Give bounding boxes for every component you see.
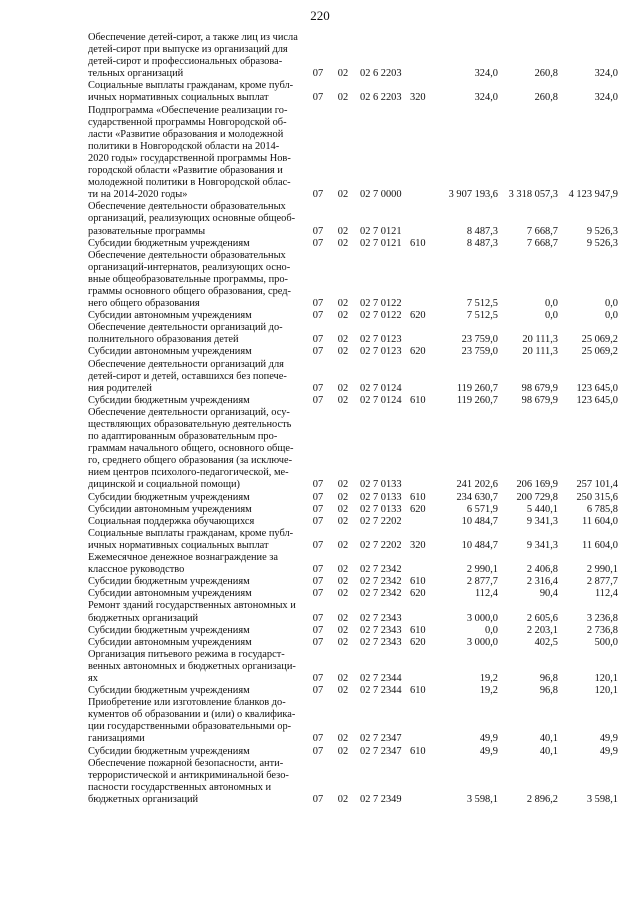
- row-amount-year-3: 123 645,0: [576, 394, 618, 406]
- row-amount-year-2: 0,0: [545, 310, 558, 322]
- row-target-article: 02 7 0133: [360, 503, 402, 515]
- row-section: 07: [312, 636, 324, 648]
- row-amount-year-3: 4 123 947,9: [568, 189, 618, 201]
- row-target-article: 02 7 2344: [360, 685, 402, 697]
- row-amount-year-1: 8 487,3: [466, 237, 498, 249]
- row-name: Социальные выплаты гражданам, кроме публ- ичных нормативных социальных выплат: [88, 527, 294, 551]
- row-amount-year-1: 10 484,7: [461, 539, 498, 551]
- table-row: [88, 625, 618, 637]
- row-expense-type: 610: [410, 745, 426, 757]
- row-section: 07: [312, 479, 324, 491]
- row-expense-type: 320: [410, 92, 426, 104]
- row-amount-year-3: 3 598,1: [586, 793, 618, 805]
- row-expense-type: 610: [410, 237, 426, 249]
- row-subsection: 02: [337, 189, 349, 201]
- row-name: Субсидии бюджетным учреждениям: [88, 685, 250, 697]
- row-amount-year-2: 20 111,3: [522, 334, 558, 346]
- row-amount-year-3: 6 785,8: [586, 503, 618, 515]
- table-row: [88, 758, 618, 806]
- row-subsection: 02: [337, 539, 349, 551]
- row-expense-type: 610: [410, 624, 426, 636]
- table-row: [88, 685, 618, 697]
- row-name: Обеспечение детей-сирот, а также лиц из числа детей-сирот при выпуске из организаций для детей-сирот и профессиональных образова- тельных организаций: [88, 32, 298, 80]
- table-row: [88, 492, 618, 504]
- row-subsection: 02: [337, 346, 349, 358]
- row-subsection: 02: [337, 793, 349, 805]
- row-name: Субсидии бюджетным учреждениям: [88, 745, 250, 757]
- row-target-article: 02 6 2203: [360, 68, 402, 80]
- row-expense-type: 610: [410, 685, 426, 697]
- row-subsection: 02: [337, 564, 349, 576]
- row-section: 07: [312, 612, 324, 624]
- row-section: 07: [312, 382, 324, 394]
- row-amount-year-1: 3 907 193,6: [448, 189, 498, 201]
- row-amount-year-3: 0,0: [605, 310, 618, 322]
- row-amount-year-3: 3 236,8: [586, 612, 618, 624]
- table-row: [88, 588, 618, 600]
- row-subsection: 02: [337, 92, 349, 104]
- row-name: Обеспечение деятельности организаций для детей-сирот и детей, оставшихся без попече- ния родителей: [88, 358, 287, 394]
- row-target-article: 02 7 2343: [360, 624, 402, 636]
- row-amount-year-3: 9 526,3: [586, 237, 618, 249]
- row-amount-year-3: 324,0: [594, 68, 618, 80]
- table-row: [88, 32, 618, 80]
- row-amount-year-3: 0,0: [605, 298, 618, 310]
- row-subsection: 02: [337, 68, 349, 80]
- row-expense-type: 620: [410, 346, 426, 358]
- row-target-article: 02 7 0133: [360, 479, 402, 491]
- row-target-article: 02 7 2202: [360, 515, 402, 527]
- row-subsection: 02: [337, 479, 349, 491]
- row-amount-year-3: 2 877,7: [586, 576, 618, 588]
- row-name: Субсидии бюджетным учреждениям: [88, 624, 250, 636]
- row-amount-year-2: 40,1: [539, 733, 558, 745]
- row-subsection: 02: [337, 225, 349, 237]
- row-amount-year-3: 500,0: [594, 636, 618, 648]
- row-name: Обеспечение деятельности образовательных организаций-интернатов, реализующих осно- вные общеобразовательные программы, про- граммы основного общего образования, сред- него общего образования: [88, 249, 292, 310]
- row-amount-year-1: 49,9: [479, 745, 498, 757]
- row-amount-year-3: 120,1: [594, 672, 618, 684]
- row-amount-year-3: 9 526,3: [586, 225, 618, 237]
- row-section: 07: [312, 298, 324, 310]
- row-amount-year-2: 40,1: [539, 745, 558, 757]
- row-name: Субсидии автономным учреждениям: [88, 346, 252, 358]
- row-amount-year-3: 112,4: [595, 588, 618, 600]
- row-amount-year-2: 0,0: [545, 298, 558, 310]
- row-amount-year-2: 2 406,8: [526, 564, 558, 576]
- row-subsection: 02: [337, 588, 349, 600]
- table-row: [88, 528, 618, 552]
- row-name: Ремонт зданий государственных автономных и бюджетных организаций: [88, 600, 296, 624]
- row-expense-type: 320: [410, 539, 426, 551]
- row-amount-year-3: 324,0: [594, 92, 618, 104]
- row-amount-year-1: 2 877,7: [466, 576, 498, 588]
- page-number: 220: [310, 8, 330, 23]
- row-subsection: 02: [337, 334, 349, 346]
- row-amount-year-1: 19,2: [479, 685, 498, 697]
- row-name: Ежемесячное денежное вознаграждение за классное руководство: [88, 552, 278, 576]
- row-amount-year-2: 9 341,3: [526, 539, 558, 551]
- row-section: 07: [312, 793, 324, 805]
- row-expense-type: 620: [410, 503, 426, 515]
- row-name: Субсидии автономным учреждениям: [88, 503, 252, 515]
- row-section: 07: [312, 92, 324, 104]
- row-amount-year-2: 206 169,9: [516, 479, 558, 491]
- row-name: Приобретение или изготовление бланков до- кументов об образовании и (или) о квалифика- ции государственными образовательными ор- ганизациями: [88, 697, 296, 745]
- row-amount-year-3: 2 990,1: [586, 564, 618, 576]
- row-amount-year-3: 49,9: [599, 745, 618, 757]
- row-target-article: 02 7 0122: [360, 310, 402, 322]
- row-subsection: 02: [337, 503, 349, 515]
- row-amount-year-1: 3 598,1: [466, 793, 498, 805]
- row-section: 07: [312, 685, 324, 697]
- row-name: Субсидии бюджетным учреждениям: [88, 394, 250, 406]
- row-amount-year-2: 98 679,9: [521, 382, 558, 394]
- row-section: 07: [312, 394, 324, 406]
- table-row: [88, 395, 618, 407]
- row-amount-year-1: 8 487,3: [466, 225, 498, 237]
- row-section: 07: [312, 503, 324, 515]
- row-amount-year-1: 49,9: [479, 733, 498, 745]
- row-amount-year-1: 10 484,7: [461, 515, 498, 527]
- table-row: [88, 504, 618, 516]
- row-amount-year-1: 6 571,9: [466, 503, 498, 515]
- row-amount-year-2: 96,8: [539, 672, 558, 684]
- row-target-article: 02 7 2202: [360, 539, 402, 551]
- row-subsection: 02: [337, 624, 349, 636]
- row-name: Субсидии бюджетным учреждениям: [88, 576, 250, 588]
- row-section: 07: [312, 588, 324, 600]
- row-subsection: 02: [337, 576, 349, 588]
- row-target-article: 02 7 2344: [360, 672, 402, 684]
- row-target-article: 02 7 2349: [360, 793, 402, 805]
- row-amount-year-3: 25 069,2: [581, 334, 618, 346]
- row-target-article: 02 7 2342: [360, 588, 402, 600]
- row-target-article: 02 7 2347: [360, 733, 402, 745]
- row-subsection: 02: [337, 636, 349, 648]
- table-row: [88, 359, 618, 395]
- row-amount-year-1: 241 202,6: [456, 479, 498, 491]
- row-target-article: 02 6 2203: [360, 92, 402, 104]
- row-target-article: 02 7 0124: [360, 382, 402, 394]
- row-amount-year-1: 119 260,7: [456, 394, 498, 406]
- row-section: 07: [312, 515, 324, 527]
- row-amount-year-1: 19,2: [479, 672, 498, 684]
- row-amount-year-2: 2 203,1: [526, 624, 558, 636]
- row-amount-year-1: 23 759,0: [461, 346, 498, 358]
- row-amount-year-3: 257 101,4: [576, 479, 618, 491]
- row-name: Субсидии автономным учреждениям: [88, 310, 252, 322]
- row-amount-year-2: 5 440,1: [526, 503, 558, 515]
- table-row: [88, 637, 618, 649]
- row-target-article: 02 7 0133: [360, 491, 402, 503]
- row-expense-type: 610: [410, 576, 426, 588]
- row-amount-year-2: 2 316,4: [526, 576, 558, 588]
- row-section: 07: [312, 624, 324, 636]
- row-name: Обеспечение деятельности организаций, осу- ществляющих образовательную деятельность по адаптированным образовательным про- граммам начального общего, основного обще- го, среднего общего образования (за исключе- нием центров психолого-педагогической, ме- дицинской и социальной помощи): [88, 406, 294, 491]
- row-amount-year-3: 123 645,0: [576, 382, 618, 394]
- table-row: [88, 516, 618, 528]
- table-row: [88, 346, 618, 358]
- row-target-article: 02 7 0122: [360, 298, 402, 310]
- row-amount-year-1: 119 260,7: [456, 382, 498, 394]
- row-amount-year-3: 120,1: [594, 685, 618, 697]
- table-row: [88, 238, 618, 250]
- row-target-article: 02 7 0121: [360, 237, 402, 249]
- budget-table: [88, 32, 618, 806]
- row-section: 07: [312, 310, 324, 322]
- row-amount-year-1: 324,0: [474, 92, 498, 104]
- row-name: Социальная поддержка обучающихся: [88, 515, 255, 527]
- row-amount-year-1: 234 630,7: [456, 491, 498, 503]
- row-subsection: 02: [337, 491, 349, 503]
- row-amount-year-2: 96,8: [539, 685, 558, 697]
- row-subsection: 02: [337, 394, 349, 406]
- row-section: 07: [312, 334, 324, 346]
- row-name: Субсидии бюджетным учреждениям: [88, 237, 250, 249]
- row-target-article: 02 7 0124: [360, 394, 402, 406]
- row-name: Субсидии бюджетным учреждениям: [88, 491, 250, 503]
- table-row: [88, 201, 618, 237]
- row-amount-year-3: 11 604,0: [582, 539, 618, 551]
- row-amount-year-1: 2 990,1: [466, 564, 498, 576]
- row-section: 07: [312, 68, 324, 80]
- row-amount-year-2: 2 896,2: [526, 793, 558, 805]
- table-row: [88, 746, 618, 758]
- row-expense-type: 610: [410, 394, 426, 406]
- row-amount-year-2: 260,8: [534, 92, 558, 104]
- row-name: Обеспечение деятельности организаций до- полнительного образования детей: [88, 322, 283, 346]
- row-section: 07: [312, 733, 324, 745]
- row-amount-year-2: 3 318 057,3: [508, 189, 558, 201]
- row-amount-year-2: 98 679,9: [521, 394, 558, 406]
- table-row: [88, 649, 618, 685]
- row-amount-year-2: 20 111,3: [522, 346, 558, 358]
- row-section: 07: [312, 539, 324, 551]
- row-expense-type: 620: [410, 588, 426, 600]
- row-target-article: 02 7 2347: [360, 745, 402, 757]
- row-amount-year-1: 7 512,5: [466, 298, 498, 310]
- row-amount-year-2: 200 729,8: [516, 491, 558, 503]
- row-amount-year-2: 7 668,7: [526, 237, 558, 249]
- row-amount-year-1: 3 000,0: [466, 636, 498, 648]
- row-amount-year-2: 90,4: [539, 588, 558, 600]
- table-row: [88, 310, 618, 322]
- row-subsection: 02: [337, 382, 349, 394]
- row-expense-type: 610: [410, 491, 426, 503]
- row-subsection: 02: [337, 298, 349, 310]
- row-name: Обеспечение пожарной безопасности, анти- террористической и антикриминальной безо- пасности государственных автономных и бюджетных организаций: [88, 757, 289, 805]
- row-amount-year-2: 2 605,6: [526, 612, 558, 624]
- row-amount-year-1: 324,0: [474, 68, 498, 80]
- row-amount-year-1: 0,0: [485, 624, 498, 636]
- table-row: [88, 407, 618, 492]
- row-section: 07: [312, 346, 324, 358]
- row-target-article: 02 7 2342: [360, 564, 402, 576]
- row-amount-year-2: 9 341,3: [526, 515, 558, 527]
- row-section: 07: [312, 564, 324, 576]
- row-name: Организация питьевого режима в государст- венных автономных и бюджетных организаци- ях: [88, 648, 296, 684]
- row-amount-year-3: 49,9: [599, 733, 618, 745]
- row-section: 07: [312, 745, 324, 757]
- table-row: [88, 600, 618, 624]
- row-subsection: 02: [337, 515, 349, 527]
- row-name: Социальные выплаты гражданам, кроме публ- ичных нормативных социальных выплат: [88, 80, 294, 104]
- row-section: 07: [312, 225, 324, 237]
- row-subsection: 02: [337, 612, 349, 624]
- row-subsection: 02: [337, 685, 349, 697]
- row-target-article: 02 7 2343: [360, 612, 402, 624]
- row-section: 07: [312, 237, 324, 249]
- row-expense-type: 620: [410, 636, 426, 648]
- row-amount-year-2: 7 668,7: [526, 225, 558, 237]
- row-amount-year-1: 23 759,0: [461, 334, 498, 346]
- row-expense-type: 620: [410, 310, 426, 322]
- row-target-article: 02 7 0123: [360, 346, 402, 358]
- row-amount-year-3: 11 604,0: [582, 515, 618, 527]
- row-subsection: 02: [337, 310, 349, 322]
- table-row: [88, 697, 618, 745]
- table-row: [88, 552, 618, 576]
- row-name: Обеспечение деятельности образовательных организаций, реализующих основные общеоб- разовательные программы: [88, 201, 296, 237]
- row-target-article: 02 7 2342: [360, 576, 402, 588]
- table-row: [88, 576, 618, 588]
- row-name: Субсидии автономным учреждениям: [88, 636, 252, 648]
- table-row: [88, 105, 618, 202]
- row-name: Подпрограмма «Обеспечение реализации го- сударственной программы Новгородской об- ласти «Развитие образования и молодежной политики в Новгородской области на 2014- 2020 годы» государственной программы Нов- городской области «Развитие образования и молодежной политики в Новгородской облас- ти на 2014-2020 годы»: [88, 104, 291, 201]
- row-section: 07: [312, 576, 324, 588]
- row-amount-year-3: 2 736,8: [586, 624, 618, 636]
- row-target-article: 02 7 0000: [360, 189, 402, 201]
- row-amount-year-2: 402,5: [534, 636, 558, 648]
- row-target-article: 02 7 2343: [360, 636, 402, 648]
- row-section: 07: [312, 672, 324, 684]
- table-row: [88, 80, 618, 104]
- row-target-article: 02 7 0123: [360, 334, 402, 346]
- row-amount-year-1: 112,4: [475, 588, 498, 600]
- row-subsection: 02: [337, 672, 349, 684]
- row-amount-year-2: 260,8: [534, 68, 558, 80]
- table-row: [88, 250, 618, 310]
- row-amount-year-1: 3 000,0: [466, 612, 498, 624]
- row-section: 07: [312, 491, 324, 503]
- row-subsection: 02: [337, 733, 349, 745]
- row-subsection: 02: [337, 745, 349, 757]
- row-target-article: 02 7 0121: [360, 225, 402, 237]
- row-amount-year-1: 7 512,5: [466, 310, 498, 322]
- row-subsection: 02: [337, 237, 349, 249]
- row-amount-year-3: 250 315,6: [576, 491, 618, 503]
- row-amount-year-3: 25 069,2: [581, 346, 618, 358]
- row-name: Субсидии автономным учреждениям: [88, 588, 252, 600]
- row-section: 07: [312, 189, 324, 201]
- table-row: [88, 322, 618, 346]
